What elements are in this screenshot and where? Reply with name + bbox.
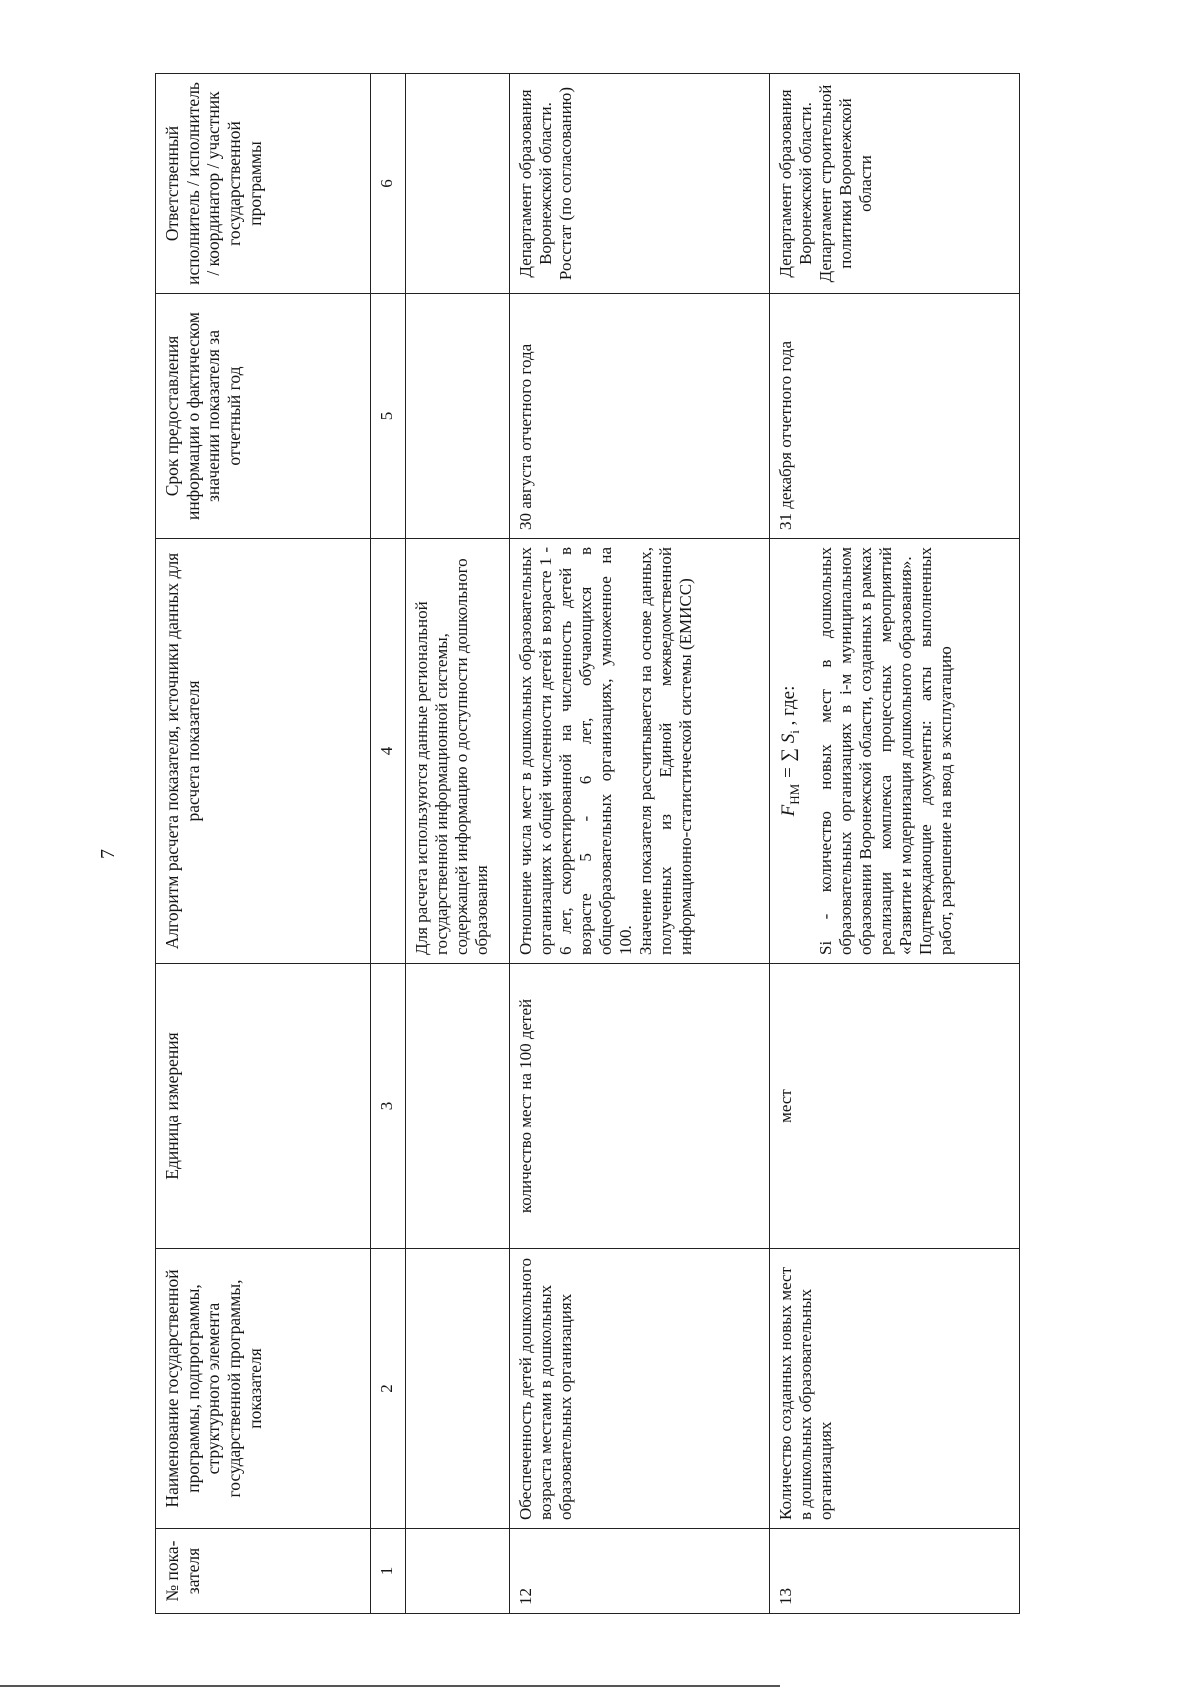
deadline: 31 декабря отчетного года xyxy=(770,294,1020,539)
header-number: № пока-зателя xyxy=(156,1529,371,1614)
indicators-table xyxy=(155,73,1020,1614)
algorithm-paragraph: Отношение числа мест в дошкольных образовательных организациях к общей численности детей в возрасте 1 - 6 лет, скорректированной на численность детей в возрасте 5 - 6 лет, обучающихся в общеобразовательных организациях, умноженное на 100. xyxy=(516,547,636,955)
header-row xyxy=(156,74,371,1614)
deadline: 30 августа отчетного года xyxy=(510,294,770,539)
header-algorithm: Алгоритм расчета показателя, источники данных для расчета показателя xyxy=(156,539,371,964)
column-number: 4 xyxy=(371,539,406,964)
formula-rhs: = ∑ S xyxy=(778,733,799,780)
column-number: 2 xyxy=(371,1249,406,1529)
algorithm-cell xyxy=(770,539,1020,964)
row-number: 12 xyxy=(510,1529,770,1614)
continuation-row xyxy=(406,74,510,1614)
row-number: 13 xyxy=(770,1529,1020,1614)
formula-tail: , где: xyxy=(778,685,799,726)
rotated-table-container xyxy=(155,74,1045,1614)
responsible: Департамент образования Воронежской области. Департамент строительной политики Воронежской области xyxy=(770,74,1020,294)
algorithm-cell xyxy=(510,539,770,964)
header-name: Наименование государственной программы, подпрограммы, структурного элемента государственной программы, показателя xyxy=(156,1249,371,1529)
header-deadline: Срок предоставления информации о фактическом значении показателя за отчетный год xyxy=(156,294,371,539)
algorithm-paragraph: Si - количество новых мест в дошкольных образовательных организациях в i-м муниципальном образовании Воронежской области, созданных в рамках реализации комплекса процессных мероприятий «Развитие и модернизация дошкольного образования». xyxy=(816,547,916,955)
table-cell xyxy=(406,964,510,1249)
column-number: 3 xyxy=(371,964,406,1249)
unit-of-measure: мест xyxy=(770,964,1020,1249)
page-number: 7 xyxy=(97,849,119,859)
formula xyxy=(778,547,802,955)
formula-subscript: НМ xyxy=(786,783,802,805)
column-number: 6 xyxy=(371,74,406,294)
table-row xyxy=(770,74,1020,1614)
table-row xyxy=(510,74,770,1614)
header-responsible: Ответственный исполнитель / исполнитель / координатор / участник государственной программы xyxy=(156,74,371,294)
algorithm-paragraph: Подтверждающие документы: акты выполненных работ, разрешение на ввод в эксплуатацию xyxy=(916,547,956,955)
column-number: 5 xyxy=(371,294,406,539)
algorithm-paragraph: Значение показателя рассчитывается на основе данных, полученных из Единой межведомственной информационно-статистической системы (ЕМИСС) xyxy=(636,547,696,955)
formula-rhs-subscript: i xyxy=(786,730,802,734)
bottom-edge-line xyxy=(0,1685,780,1687)
table-cell xyxy=(406,294,510,539)
indicator-name: Количество созданных новых мест в дошкольных образовательных организациях xyxy=(770,1249,1020,1529)
indicator-name: Обеспеченность детей дошкольного возраста местами в дошкольных образовательных организациях xyxy=(510,1249,770,1529)
continuation-algorithm: Для расчета используются данные региональной государственной информационной системы, содержащей информацию о доступности дошкольного образования xyxy=(406,539,510,964)
table-cell xyxy=(406,74,510,294)
column-number: 1 xyxy=(371,1529,406,1614)
formula-lhs: F xyxy=(778,804,799,817)
table-cell xyxy=(406,1529,510,1614)
header-unit: Единица измерения xyxy=(156,964,371,1249)
responsible: Департамент образования Воронежской области. Росстат (по согласованию) xyxy=(510,74,770,294)
column-numbers-row xyxy=(371,74,406,1614)
table-cell xyxy=(406,1249,510,1529)
unit-of-measure: количество мест на 100 детей xyxy=(510,964,770,1249)
